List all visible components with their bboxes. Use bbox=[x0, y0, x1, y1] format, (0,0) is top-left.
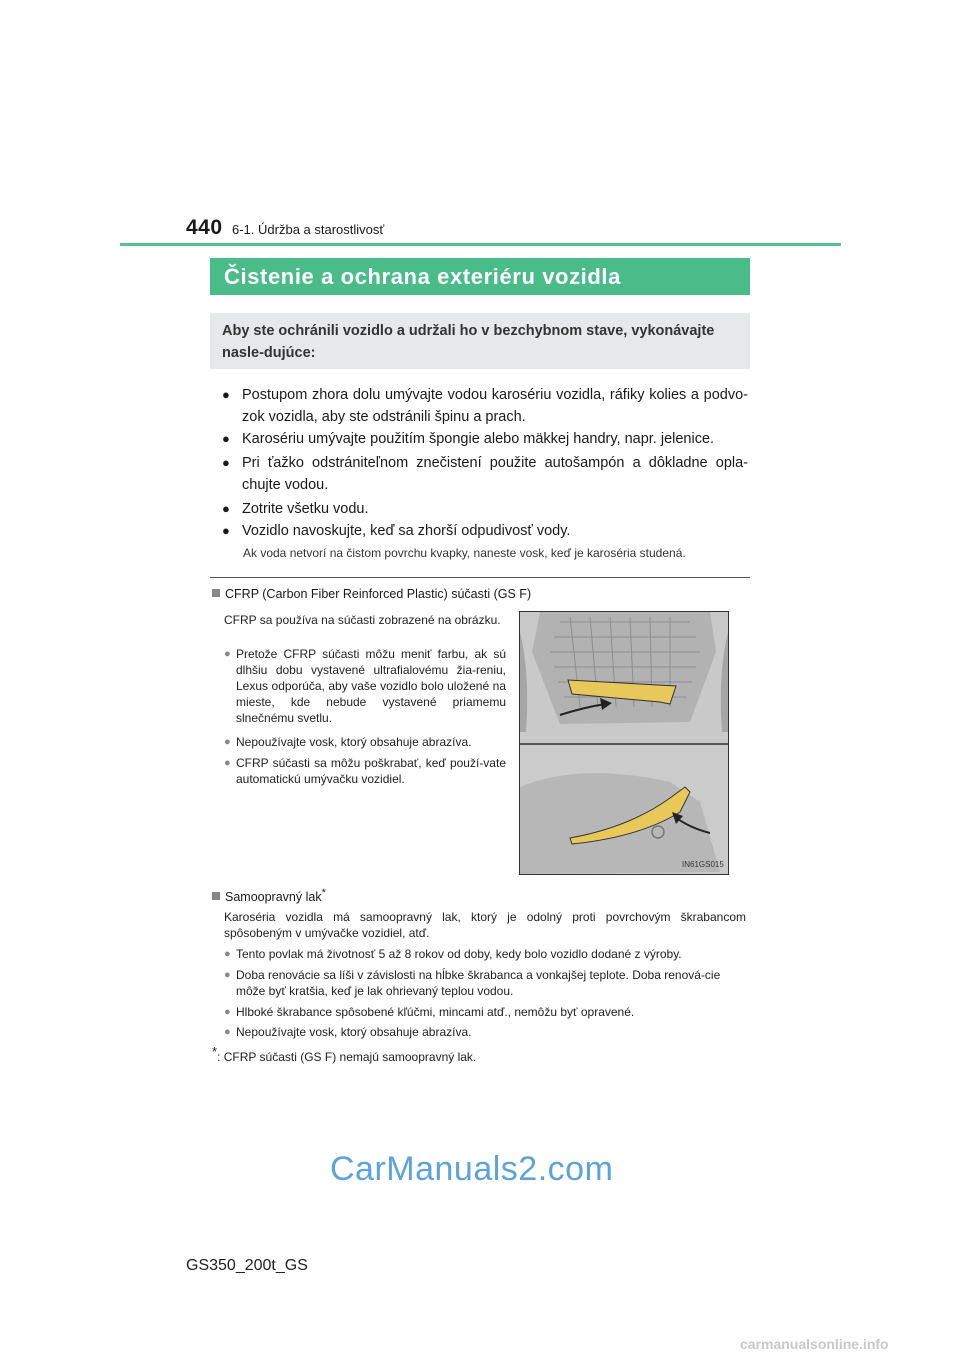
bullet-icon: ● bbox=[222, 523, 230, 538]
footnote-mark: * bbox=[212, 1044, 218, 1059]
model-code: GS350_200t_GS bbox=[186, 1257, 308, 1274]
watermark-small: carmanualsonline.info bbox=[740, 1336, 889, 1352]
cfrp-figure bbox=[519, 611, 729, 875]
self-healing-item-text: Tento povlak má životnosť 5 až 8 rokov od doby, kedy bolo vozidlo dodané z výroby. bbox=[236, 947, 682, 961]
square-bullet-icon bbox=[212, 589, 220, 597]
bullet-icon: ● bbox=[222, 501, 230, 516]
self-healing-item-text: Nepoužívajte vosk, ktorý obsahuje abrazíva. bbox=[236, 1025, 472, 1039]
self-healing-heading bbox=[212, 887, 326, 904]
list-item-text: Pri ťažko odstrániteľnom znečistení použite autošampón a dôkladne opla-chujte vodou. bbox=[242, 455, 748, 493]
section-label: 6-1. Údržba a starostlivosť bbox=[232, 222, 385, 237]
intro-box bbox=[210, 313, 750, 369]
title-bar bbox=[210, 258, 750, 295]
list-item-text: Postupom zhora dolu umývajte vodou karosériu vozidla, ráfiky kolies a podvo-zok vozidla, aby ste odstránili špinu a prach. bbox=[242, 387, 748, 425]
bullet-icon: ● bbox=[222, 387, 230, 402]
page-number: 440 bbox=[186, 216, 223, 239]
cfrp-heading bbox=[212, 587, 531, 601]
cfrp-item-text: Nepoužívajte vosk, ktorý obsahuje abrazíva. bbox=[236, 735, 472, 749]
separator bbox=[210, 577, 750, 578]
cfrp-description: CFRP sa používa na súčasti zobrazené na obrázku. bbox=[224, 613, 501, 627]
bullet-icon: ● bbox=[224, 969, 231, 981]
list-item-text: Karosériu umývajte použitím špongie alebo mäkkej handry, napr. jelenice. bbox=[242, 431, 715, 447]
wax-note: Ak voda netvorí na čistom povrchu kvapky, naneste vosk, keď je karoséria studená. bbox=[243, 546, 686, 560]
self-healing-heading-text: Samoopravný lak bbox=[225, 890, 322, 905]
figure-code: IN61GS015 bbox=[682, 860, 724, 869]
cfrp-heading-text: CFRP (Carbon Fiber Reinforced Plastic) súčasti (GS F) bbox=[225, 587, 532, 601]
list-item-text: Zotrite všetku vodu. bbox=[242, 501, 369, 517]
bullet-icon: ● bbox=[224, 1026, 231, 1038]
bullet-icon: ● bbox=[224, 1006, 231, 1018]
square-bullet-icon bbox=[212, 892, 220, 900]
cfrp-item-text: CFRP súčasti sa môžu poškrabať, keď použí-vate automatickú umývačku vozidiel. bbox=[236, 756, 506, 786]
bullet-icon: ● bbox=[224, 648, 231, 660]
header-rule bbox=[120, 243, 841, 246]
list-item-text: Vozidlo navoskujte, keď sa zhorší odpudivosť vody. bbox=[242, 523, 571, 539]
cfrp-item-text: Pretože CFRP súčasti môžu meniť farbu, ak sú dlhšiu dobu vystavené ultrafialovému žia-reniu, Lexus odporúča, aby vaše vozidlo bolo uložené na mieste, kde nebude vystavené priamemu slnečnému svetlu. bbox=[236, 647, 506, 725]
bullet-icon: ● bbox=[224, 736, 231, 748]
bullet-icon: ● bbox=[224, 757, 231, 769]
bullet-icon: ● bbox=[222, 455, 230, 470]
intro-text: Aby ste ochránili vozidlo a udržali ho v bezchybnom stave, vykonávajte nasle-dujúce: bbox=[222, 323, 715, 361]
self-healing-description: Karoséria vozidla má samoopravný lak, ktorý je odolný proti povrchovým škrabancom spôsobeným v umývačke vozidiel, atď. bbox=[224, 910, 746, 940]
footnote bbox=[212, 1044, 476, 1065]
bullet-icon: ● bbox=[224, 948, 231, 960]
bullet-icon: ● bbox=[222, 431, 230, 446]
asterisk-mark: * bbox=[321, 887, 326, 899]
self-healing-item-text: Doba renovácie sa líši v závislosti na hĺbke škrabanca a vonkajšej teplote. Doba renová-cie môže byť kratšia, keď je lak ohrievaný teplou vodou. bbox=[236, 968, 721, 998]
self-healing-item-text: Hlboké škrabance spôsobené kľúčmi, mincami atď., nemôžu byť opravené. bbox=[236, 1005, 635, 1019]
page-title: Čistenie a ochrana exteriéru vozidla bbox=[224, 264, 621, 289]
watermark: CarManuals2.com bbox=[330, 1150, 614, 1188]
footnote-text: : CFRP súčasti (GS F) nemajú samoopravný lak. bbox=[217, 1050, 477, 1064]
